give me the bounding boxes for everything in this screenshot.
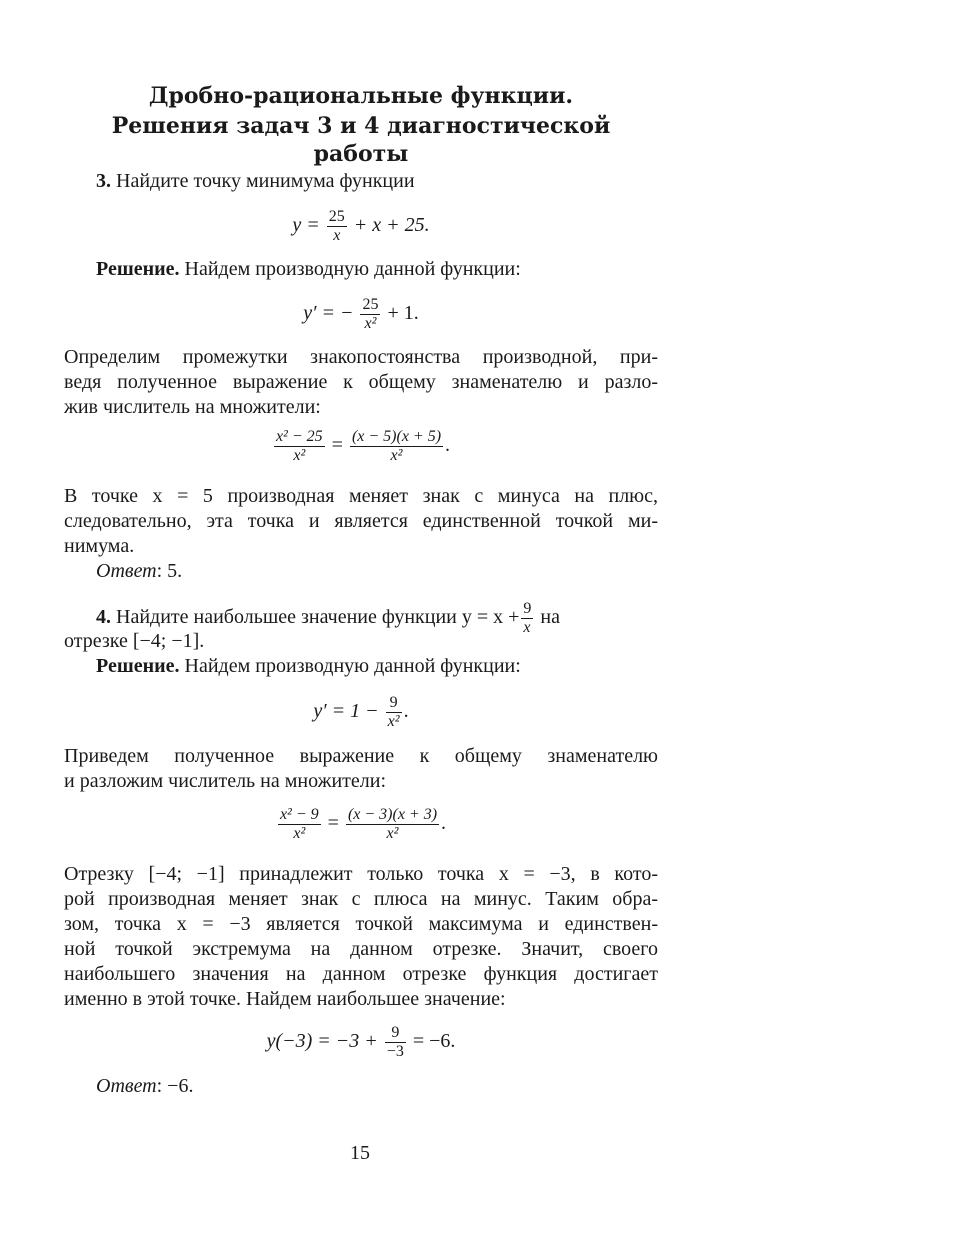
answer-label: Ответ bbox=[96, 560, 157, 582]
fraction: $\frac{9}{\text{x²}}$ bbox=[387, 694, 400, 730]
problem-4-derivative: y′ = 1 − $\frac{9}{\text{x²}}$ . bbox=[313, 694, 409, 730]
fraction: $\frac{\text{x² − 9}}{\text{x²}}$ bbox=[279, 806, 319, 842]
problem-3-para2-line-2: следовательно, эта точка и является единственной точкой ми- bbox=[64, 510, 658, 532]
problem-3-function: y = $\frac{25}{x}$ + x + 25. bbox=[292, 208, 430, 244]
answer-label: Ответ bbox=[96, 1075, 157, 1097]
fraction: $\frac{25}{\text{x²}}$ bbox=[362, 296, 379, 332]
fraction: $\frac{9}{x}$ bbox=[523, 600, 532, 636]
problem-4-para2-line-5: наибольшего значения на данном отрезке функция достигает bbox=[64, 963, 658, 985]
fraction: $\frac{9}{-3}$ bbox=[386, 1024, 404, 1060]
problem-3-solution-intro: Решение. Найдем производную данной функции: bbox=[96, 258, 521, 280]
problem-3-para2-line-1: В точке x = 5 производная меняет знак с минуса на плюс, bbox=[64, 485, 658, 507]
fraction: $\frac{(x - 5)(x + 5)}{\text{x²}}$ bbox=[351, 428, 442, 464]
problem-4-statement: 4. Найдите наибольшее значение функции y = x + $\frac{9}{x}$ на bbox=[96, 600, 561, 636]
problem-4-para1-line-1: Приведем полученное выражение к общему знаменателю bbox=[64, 745, 658, 767]
problem-3-para2-line-3: нимума. bbox=[64, 535, 135, 557]
problem-4-answer: Ответ: −6. bbox=[96, 1075, 194, 1097]
problem-4-para2-line-4: ной точкой экстремума на данном отрезке. Значит, своего bbox=[64, 938, 658, 960]
problem-3-para1-line-2: ведя полученное выражение к общему знаменателю и разло- bbox=[64, 371, 658, 393]
fraction: $\frac{25}{x}$ bbox=[328, 208, 345, 244]
fraction: $\frac{\text{x² − 25}}{\text{x²}}$ bbox=[275, 428, 323, 464]
fraction: $\frac{(x - 3)(x + 3)}{\text{x²}}$ bbox=[347, 806, 438, 842]
problem-4-para2-line-3: зом, точка x = −3 является точкой максимума и единствен- bbox=[64, 913, 658, 935]
problem-3-statement bbox=[64, 169, 658, 194]
problem-4-number: 4. bbox=[96, 606, 111, 629]
problem-4-para2-line-1: Отрезку [−4; −1] принадлежит только точка x = −3, в кото- bbox=[64, 863, 658, 885]
problem-4-solution-intro: Решение. Найдем производную данной функции: bbox=[96, 655, 521, 677]
problem-4-factorization: $\frac{\text{x² − 9}}{\text{x²}}$ = $\frac{(x - 3)(x + 3)}{\text{x²}}$ . bbox=[279, 806, 447, 842]
problem-4-para1-line-2: и разложим числитель на множители: bbox=[64, 770, 387, 792]
page-title-line-2: Решения задач 3 и 4 диагностической работы bbox=[111, 113, 611, 167]
problem-4-value: y(−3) = −3 + $\frac{9}{-3}$ = −6. bbox=[266, 1024, 456, 1060]
problem-4-statement-line-2: отрезке [−4; −1]. bbox=[64, 630, 205, 652]
page-number: 15 bbox=[350, 1142, 370, 1164]
problem-3-para1-line-3: жив числитель на множители: bbox=[64, 396, 321, 418]
problem-3-text: Найдите точку минимума функции bbox=[111, 170, 415, 192]
solution-label: Решение. bbox=[96, 258, 180, 280]
page-title-line-1: Дробно-рациональные функции. bbox=[148, 83, 574, 109]
problem-3-para1-line-1: Определим промежутки знакопостоянства производной, при- bbox=[64, 346, 658, 368]
problem-3-derivative: y′ = − $\frac{25}{\text{x²}}$ + 1. bbox=[303, 296, 419, 332]
problem-4-para2-line-2: рой производная меняет знак с плюса на минус. Таким обра- bbox=[64, 888, 658, 910]
problem-3-factorization: $\frac{\text{x² − 25}}{\text{x²}}$ = $\frac{(x - 5)(x + 5)}{\text{x²}}$ . bbox=[275, 428, 451, 464]
solution-label: Решение. bbox=[96, 655, 180, 677]
problem-3-answer: Ответ: 5. bbox=[96, 560, 183, 582]
problem-3-number: 3. bbox=[96, 170, 111, 192]
problem-4-para2-line-6: именно в этой точке. Найдем наибольшее значение: bbox=[64, 988, 506, 1010]
